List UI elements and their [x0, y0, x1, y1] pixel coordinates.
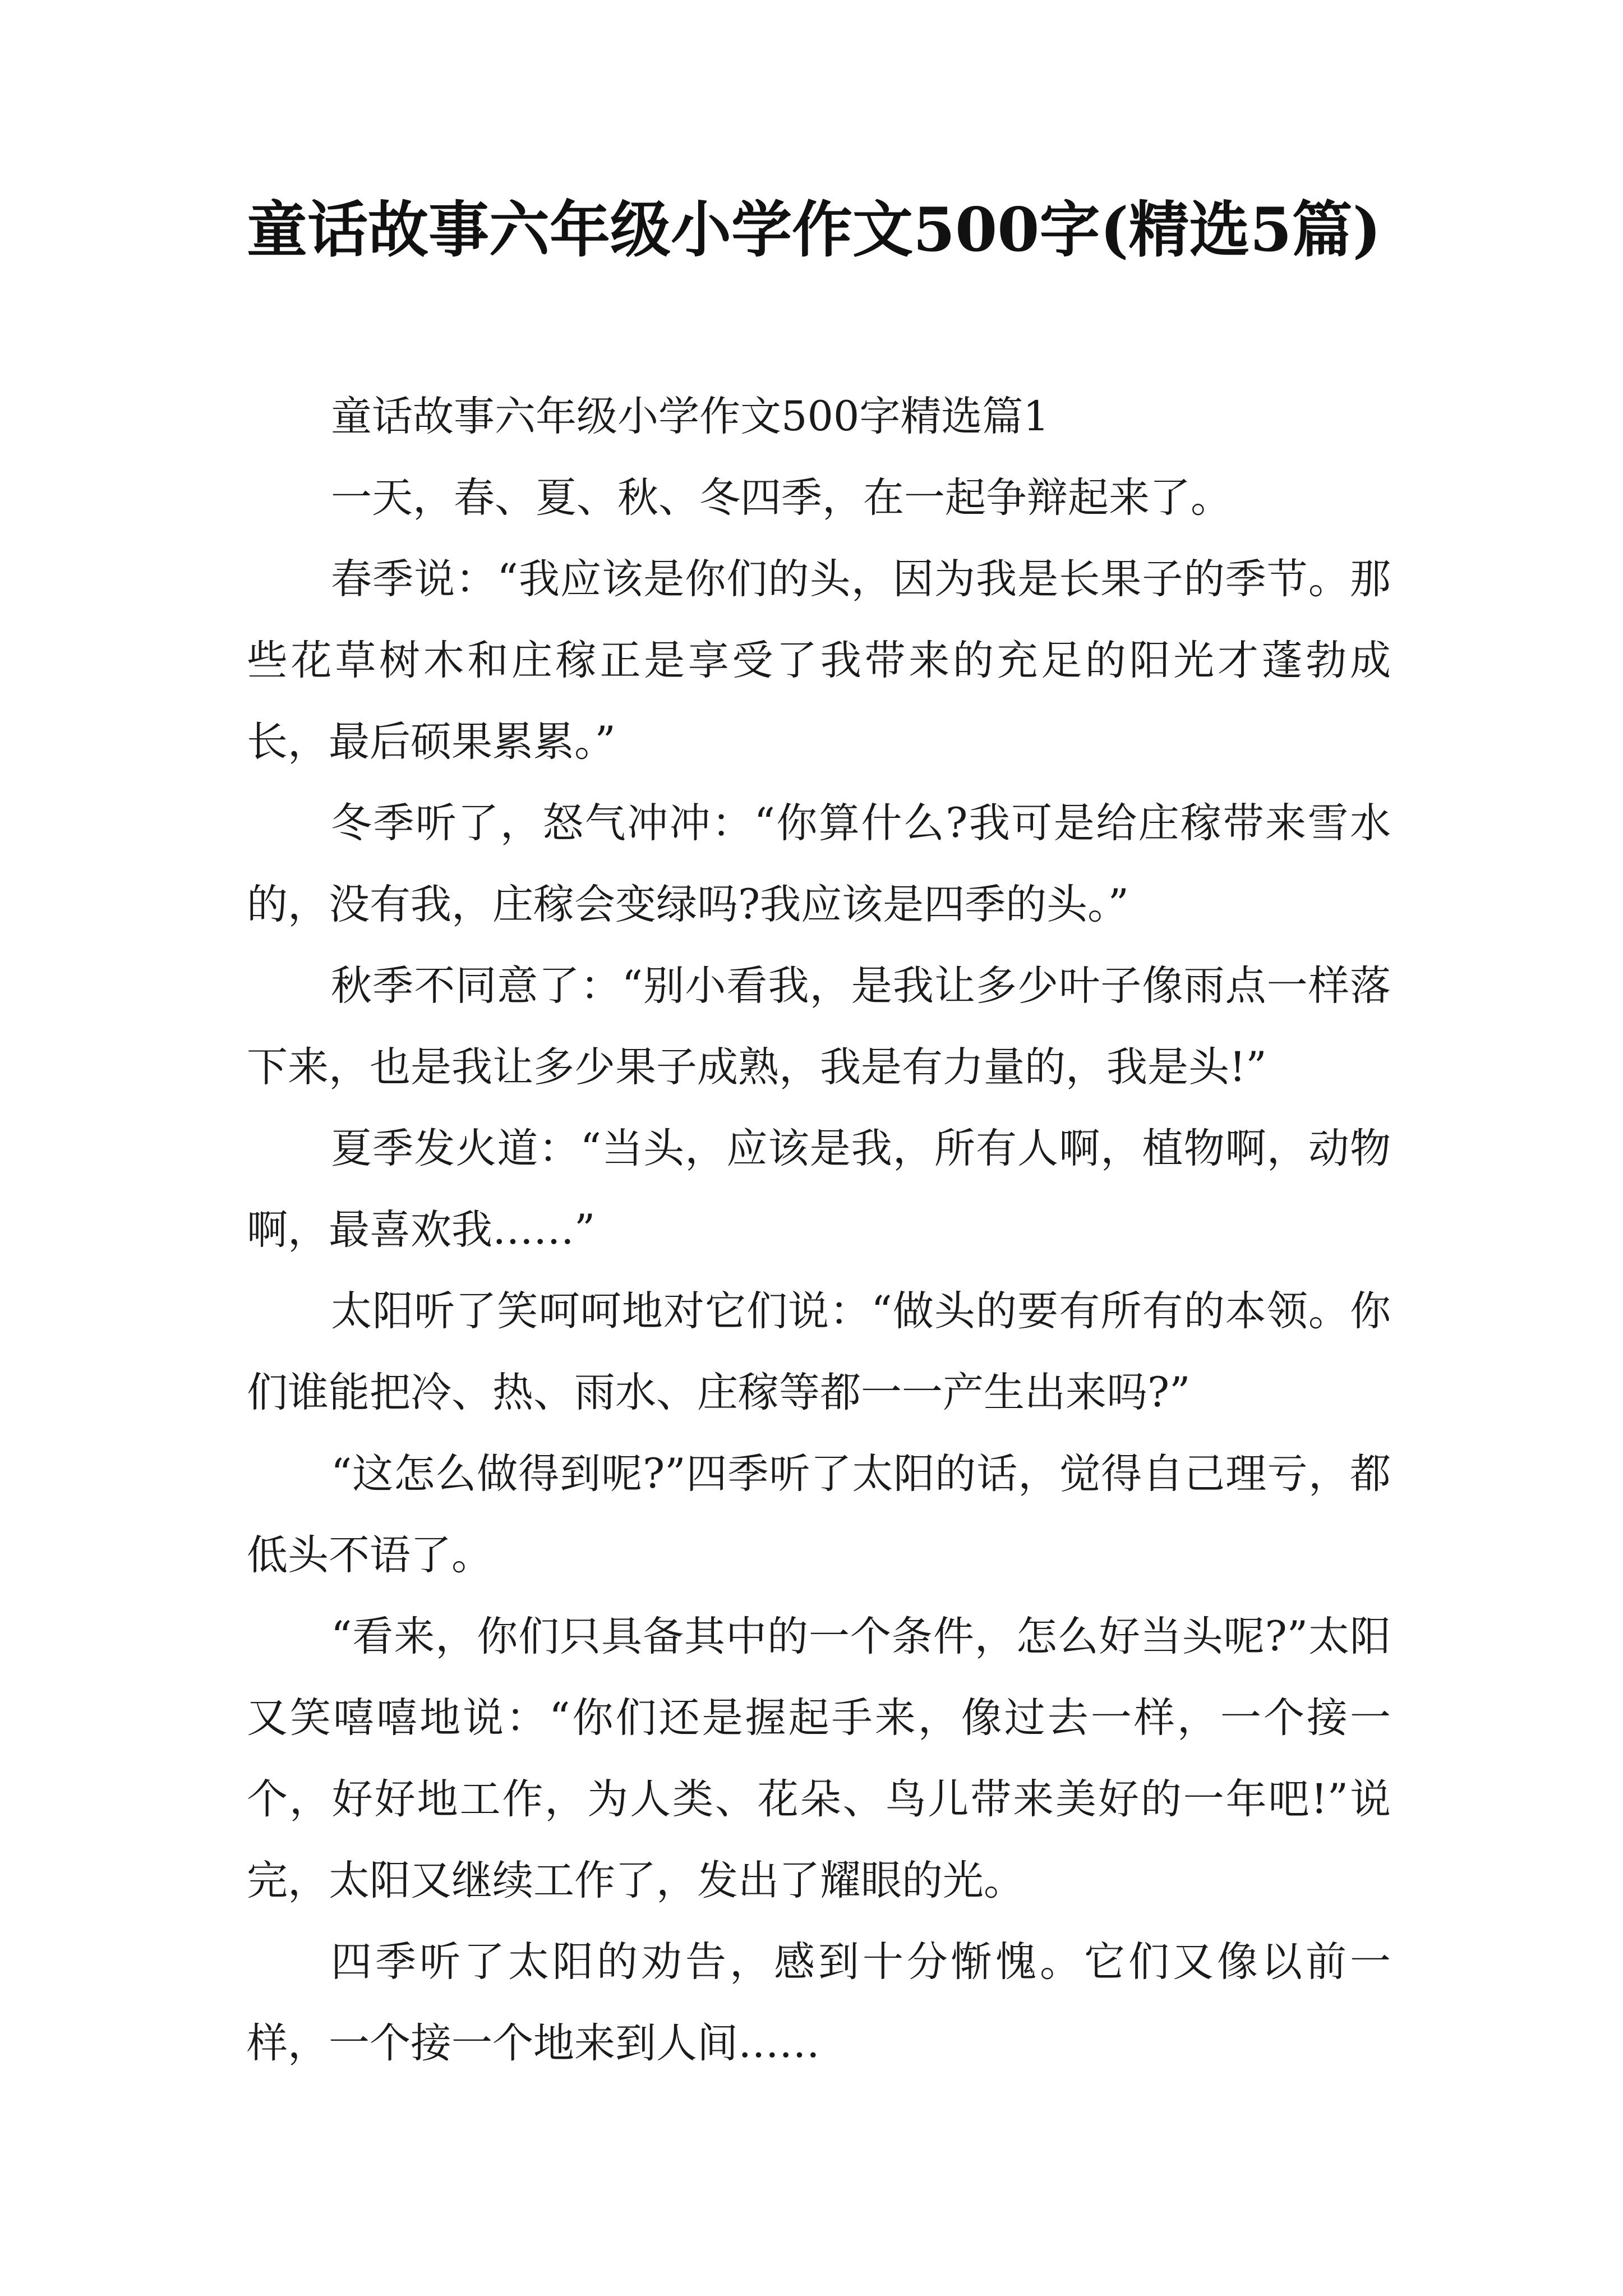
- paragraph: 夏季发火道：“当头，应该是我，所有人啊，植物啊，动物啊，最喜欢我……”: [247, 1125, 1391, 1254]
- paragraph: 春季说：“我应该是你们的头，因为我是长果子的季节。那些花草树木和庄稼正是享受了我带来的充足的阳光才蓬勃成长，最后硕果累累。”: [247, 555, 1391, 766]
- paragraph: 四季听了太阳的劝告，感到十分惭愧。它们又像以前一样，一个接一个地来到人间……: [247, 1938, 1391, 2067]
- paragraph: 冬季听了，怒气冲冲：“你算什么?我可是给庄稼带来雪水的，没有我，庄稼会变绿吗?我应该是四季的头。”: [247, 799, 1391, 928]
- paragraph: “看来，你们只具备其中的一个条件，怎么好当头呢?”太阳又笑嘻嘻地说：“你们还是握起手来，像过去一样，一个接一个，好好地工作，为人类、花朵、鸟儿带来美好的一年吧!”说完，太阳又继续工作了，发出了耀眼的光。: [247, 1613, 1391, 1904]
- paragraph: 秋季不同意了：“别小看我，是我让多少叶子像雨点一样落下来，也是我让多少果子成熟，我是有力量的，我是头!”: [247, 962, 1391, 1091]
- paragraph: 一天，春、夏、秋、冬四季，在一起争辩起来了。: [331, 474, 1232, 522]
- document-title: 童话故事六年级小学作文500字(精选5篇): [247, 195, 1381, 265]
- document-body: [247, 376, 1391, 2084]
- paragraph: 太阳听了笑呵呵地对它们说：“做头的要有所有的本领。你们谁能把冷、热、雨水、庄稼等都一一产生出来吗?”: [247, 1287, 1391, 1416]
- paragraph: “这怎么做得到呢?”四季听了太阳的话，觉得自己理亏，都低头不语了。: [247, 1450, 1391, 1579]
- essay-heading: 童话故事六年级小学作文500字精选篇1: [331, 393, 1049, 440]
